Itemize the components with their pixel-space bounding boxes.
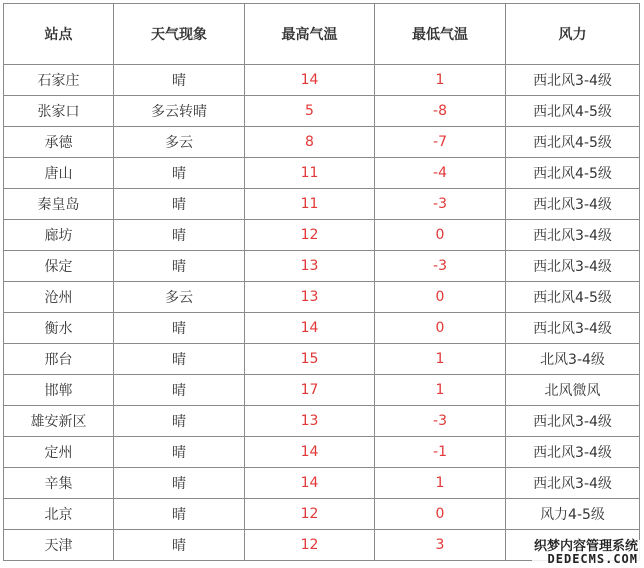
station-cell: 秦皇岛 xyxy=(4,189,114,220)
station-cell: 唐山 xyxy=(4,158,114,189)
weather-cell: 晴 xyxy=(114,158,245,189)
high-temp-cell: 14 xyxy=(245,65,375,96)
station-cell: 承德 xyxy=(4,127,114,158)
weather-cell: 晴 xyxy=(114,251,245,282)
station-cell: 天津 xyxy=(4,530,114,561)
low-temp-cell: 1 xyxy=(375,468,506,499)
weather-cell: 晴 xyxy=(114,313,245,344)
station-cell: 北京 xyxy=(4,499,114,530)
header-high-temp: 最高气温 xyxy=(245,4,375,65)
wind-cell xyxy=(506,530,640,561)
low-temp-cell: 3 xyxy=(375,530,506,561)
table-row xyxy=(4,220,640,251)
low-temp-cell: -1 xyxy=(375,437,506,468)
weather-cell: 晴 xyxy=(114,406,245,437)
low-temp-cell: -3 xyxy=(375,251,506,282)
station-cell: 石家庄 xyxy=(4,65,114,96)
low-temp-cell: -8 xyxy=(375,96,506,127)
station-cell: 雄安新区 xyxy=(4,406,114,437)
watermark-title: 织梦内容管理系统 xyxy=(533,538,638,554)
high-temp-cell: 8 xyxy=(245,127,375,158)
wind-cell: 西北风3-4级 xyxy=(506,313,640,344)
high-temp-cell: 12 xyxy=(245,220,375,251)
weather-cell: 多云转晴 xyxy=(114,96,245,127)
weather-cell: 晴 xyxy=(114,65,245,96)
wind-cell: 西北风4-5级 xyxy=(506,282,640,313)
weather-cell: 晴 xyxy=(114,189,245,220)
station-cell: 邢台 xyxy=(4,344,114,375)
table-row xyxy=(4,499,640,530)
weather-cell: 晴 xyxy=(114,530,245,561)
header-wind: 风力 xyxy=(506,4,640,65)
high-temp-cell: 12 xyxy=(245,499,375,530)
high-temp-cell: 12 xyxy=(245,530,375,561)
table-row xyxy=(4,468,640,499)
station-cell: 邯郸 xyxy=(4,375,114,406)
table-row xyxy=(4,127,640,158)
low-temp-cell: -3 xyxy=(375,189,506,220)
weather-cell: 多云 xyxy=(114,282,245,313)
weather-cell: 晴 xyxy=(114,499,245,530)
station-cell: 定州 xyxy=(4,437,114,468)
low-temp-cell: -4 xyxy=(375,158,506,189)
low-temp-cell: 0 xyxy=(375,220,506,251)
table-row xyxy=(4,437,640,468)
high-temp-cell: 17 xyxy=(245,375,375,406)
high-temp-cell: 15 xyxy=(245,344,375,375)
high-temp-cell: 11 xyxy=(245,158,375,189)
wind-cell: 西北风3-4级 xyxy=(506,65,640,96)
table-row xyxy=(4,65,640,96)
table-row xyxy=(4,158,640,189)
watermark-domain: DEDECMS.COM xyxy=(532,553,640,566)
wind-cell: 西北风3-4级 xyxy=(506,468,640,499)
table-row xyxy=(4,530,640,561)
high-temp-cell: 5 xyxy=(245,96,375,127)
high-temp-cell: 13 xyxy=(245,282,375,313)
header-weather: 天气现象 xyxy=(114,4,245,65)
low-temp-cell: 0 xyxy=(375,313,506,344)
header-row xyxy=(4,4,640,65)
wind-cell: 西北风3-4级 xyxy=(506,406,640,437)
wind-cell: 风力4-5级 xyxy=(506,499,640,530)
low-temp-cell: 0 xyxy=(375,282,506,313)
low-temp-cell: -7 xyxy=(375,127,506,158)
table-row xyxy=(4,375,640,406)
table-row xyxy=(4,406,640,437)
table-row xyxy=(4,251,640,282)
low-temp-cell: 1 xyxy=(375,344,506,375)
station-cell: 衡水 xyxy=(4,313,114,344)
header-low-temp: 最低气温 xyxy=(375,4,506,65)
high-temp-cell: 14 xyxy=(245,437,375,468)
weather-cell: 晴 xyxy=(114,375,245,406)
wind-cell: 北风微风 xyxy=(506,375,640,406)
high-temp-cell: 13 xyxy=(245,406,375,437)
high-temp-cell: 14 xyxy=(245,313,375,344)
header-station: 站点 xyxy=(4,4,114,65)
wind-cell: 西北风3-4级 xyxy=(506,251,640,282)
station-cell: 张家口 xyxy=(4,96,114,127)
weather-cell: 晴 xyxy=(114,437,245,468)
table-row xyxy=(4,313,640,344)
wind-cell: 北风3-4级 xyxy=(506,344,640,375)
weather-cell: 晴 xyxy=(114,344,245,375)
station-cell: 沧州 xyxy=(4,282,114,313)
low-temp-cell: 0 xyxy=(375,499,506,530)
wind-cell: 西北风4-5级 xyxy=(506,158,640,189)
low-temp-cell: 1 xyxy=(375,375,506,406)
wind-cell: 西北风3-4级 xyxy=(506,189,640,220)
table-row xyxy=(4,344,640,375)
weather-table xyxy=(3,3,640,561)
station-cell: 廊坊 xyxy=(4,220,114,251)
weather-cell: 晴 xyxy=(114,468,245,499)
wind-cell: 西北风3-4级 xyxy=(506,220,640,251)
low-temp-cell: -3 xyxy=(375,406,506,437)
table-row xyxy=(4,189,640,220)
high-temp-cell: 11 xyxy=(245,189,375,220)
station-cell: 辛集 xyxy=(4,468,114,499)
station-cell: 保定 xyxy=(4,251,114,282)
high-temp-cell: 14 xyxy=(245,468,375,499)
weather-cell: 多云 xyxy=(114,127,245,158)
weather-cell: 晴 xyxy=(114,220,245,251)
wind-cell: 西北风4-5级 xyxy=(506,96,640,127)
table-row xyxy=(4,96,640,127)
wind-cell: 西北风3-4级 xyxy=(506,437,640,468)
high-temp-cell: 13 xyxy=(245,251,375,282)
low-temp-cell: 1 xyxy=(375,65,506,96)
table-row xyxy=(4,282,640,313)
wind-cell: 西北风4-5级 xyxy=(506,127,640,158)
